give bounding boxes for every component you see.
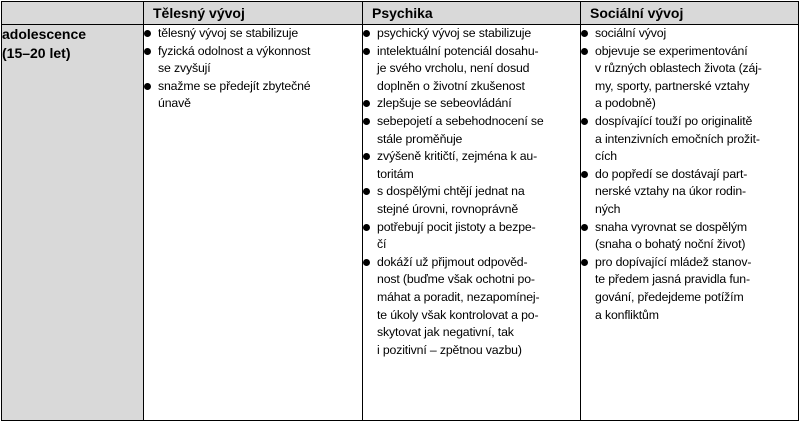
list-item: s dospělými chtějí jednat na stejné úrovni, rovnoprávně <box>363 183 580 218</box>
bullet-icon <box>144 30 151 37</box>
list-item: do popředí se dostávají part- nerské vztahy na úkor rodin- ných <box>581 166 798 219</box>
list-item: fyzická odolnost a výkonnost se zvyšují <box>144 43 362 78</box>
list-item: dospívající touží po originalitě a intenzivních emočních prožit- cích <box>581 113 798 166</box>
bullet-icon <box>363 153 370 160</box>
telesny-list <box>144 25 362 113</box>
bullet-icon <box>581 259 588 266</box>
list-item: sebepojetí a sebehodnocení se stále proměňuje <box>363 113 580 148</box>
cell-psychika <box>363 25 581 421</box>
bullet-icon <box>581 171 588 178</box>
header-corner-cell <box>2 2 144 25</box>
bullet-icon <box>363 100 370 107</box>
list-item: snažme se předejít zbytečné únavě <box>144 78 362 113</box>
list-item: dokáží už přijmout odpověd- nost (buďme však ochotni po- máhat a poradit, nezapomínej- te úkoly však kontrolovat a po- skytovat jak negativní, tak i pozitivní – zpětnou vazbu) <box>363 254 580 360</box>
list-item: intelektuální potenciál dosahu- je svého vrcholu, není dosud doplněn o životní zkušenost <box>363 43 580 96</box>
list-item: sociální vývoj <box>581 25 798 43</box>
header-telesny-vyvoj: Tělesný vývoj <box>144 2 363 25</box>
list-item: zlepšuje se sebeovládání <box>363 95 580 113</box>
bullet-icon <box>581 118 588 125</box>
adolescence-row <box>2 25 799 421</box>
bullet-icon <box>363 118 370 125</box>
row-label-cell <box>2 25 144 421</box>
list-item: zvýšeně kritičtí, zejména k au- toritám <box>363 148 580 183</box>
header-socialni-vyvoj: Sociální vývoj <box>581 2 799 25</box>
bullet-icon <box>581 224 588 231</box>
cell-socialni-vyvoj <box>581 25 799 421</box>
development-table <box>1 1 799 421</box>
bullet-icon <box>363 30 370 37</box>
bullet-icon <box>363 259 370 266</box>
header-psychika: Psychika <box>363 2 581 25</box>
list-item: objevuje se experimentování v různých oblastech života (záj- my, sporty, partnerské vztahy a podobně) <box>581 43 798 113</box>
row-label: adolescence (15–20 let) <box>2 26 87 61</box>
bullet-icon <box>581 48 588 55</box>
bullet-icon <box>363 48 370 55</box>
list-item: pro dopívající mládež stanov- te předem jasná pravidla fun- gování, předejdeme potížím a konfliktům <box>581 254 798 324</box>
bullet-icon <box>363 224 370 231</box>
bullet-icon <box>363 188 370 195</box>
list-item: snaha vyrovnat se dospělým (snaha o bohatý noční život) <box>581 219 798 254</box>
bullet-icon <box>144 48 151 55</box>
psychika-list <box>363 25 580 359</box>
socialni-list <box>581 25 798 324</box>
bullet-icon <box>144 83 151 90</box>
bullet-icon <box>581 30 588 37</box>
cell-telesny-vyvoj <box>144 25 363 421</box>
header-row <box>2 2 799 25</box>
list-item: potřebují pocit jistoty a bezpe- čí <box>363 219 580 254</box>
list-item: psychický vývoj se stabilizuje <box>363 25 580 43</box>
list-item: tělesný vývoj se stabilizuje <box>144 25 362 43</box>
